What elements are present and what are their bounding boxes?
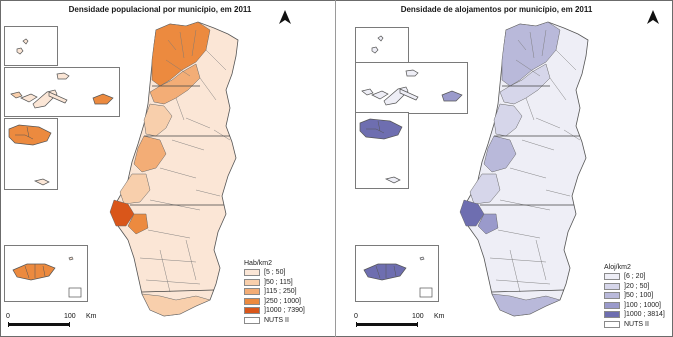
legend-item — [244, 268, 305, 278]
legend-title: Aloj/km2 — [604, 264, 631, 271]
legend-label: NUTS II — [264, 316, 289, 324]
legend-swatch — [604, 302, 620, 309]
scale-end-label: 100 — [64, 313, 76, 320]
legend-label: ]115 ; 250] — [264, 288, 297, 296]
scale-unit-label: Km — [86, 313, 97, 320]
scale-tick — [356, 322, 357, 327]
legend-item — [604, 310, 665, 320]
legend-items — [604, 272, 665, 329]
scale-line — [8, 323, 70, 326]
scale-line — [356, 323, 418, 326]
legend-swatch — [604, 321, 620, 328]
scale-bar — [354, 313, 464, 331]
legend-item — [604, 272, 665, 282]
population-density-map-panel — [0, 0, 336, 337]
legend-swatch — [604, 273, 620, 280]
map-title: Densidade de alojamentos por município, em 2011 — [400, 5, 593, 14]
map-legend — [244, 260, 305, 325]
scale-end-label: 100 — [412, 313, 424, 320]
map-legend — [604, 264, 665, 329]
legend-item — [244, 278, 305, 288]
legend-label: ]100 ; 1000] — [624, 301, 661, 309]
legend-swatch — [244, 288, 260, 295]
legend-label: [6 ; 20] — [624, 273, 646, 281]
legend-label: ]50 ; 100] — [624, 292, 654, 300]
legend-item — [244, 287, 305, 297]
scale-tick — [69, 322, 70, 327]
map-title: Densidade populacional por município, em 2011 — [68, 5, 252, 14]
legend-item — [604, 282, 665, 292]
legend-item — [604, 320, 665, 330]
legend-label: [5 ; 50] — [264, 269, 286, 277]
scale-bar — [6, 313, 116, 331]
legend-swatch — [244, 317, 260, 324]
dwelling-density-map-panel — [336, 0, 673, 337]
legend-label: ]1000 ; 7390] — [264, 307, 305, 315]
legend-label: ]250 ; 1000] — [264, 297, 301, 305]
legend-items — [244, 268, 305, 325]
legend-item — [244, 297, 305, 307]
scale-tick — [8, 322, 9, 327]
legend-swatch — [604, 283, 620, 290]
legend-label: ]1000 ; 3814] — [624, 311, 665, 319]
legend-label: ]50 ; 115] — [264, 278, 293, 286]
scale-start-label: 0 — [6, 313, 10, 320]
legend-label: NUTS II — [624, 320, 649, 328]
legend-swatch — [244, 307, 260, 314]
legend-item — [604, 291, 665, 301]
legend-swatch — [604, 292, 620, 299]
legend-item — [244, 316, 305, 326]
legend-swatch — [244, 298, 260, 305]
legend-swatch — [244, 279, 260, 286]
scale-unit-label: Km — [434, 313, 445, 320]
legend-swatch — [244, 269, 260, 276]
scale-start-label: 0 — [354, 313, 358, 320]
legend-item — [604, 301, 665, 311]
legend-item — [244, 306, 305, 316]
scale-tick — [417, 322, 418, 327]
legend-label: ]20 ; 50] — [624, 282, 650, 290]
legend-swatch — [604, 311, 620, 318]
legend-title: Hab/km2 — [244, 260, 273, 267]
